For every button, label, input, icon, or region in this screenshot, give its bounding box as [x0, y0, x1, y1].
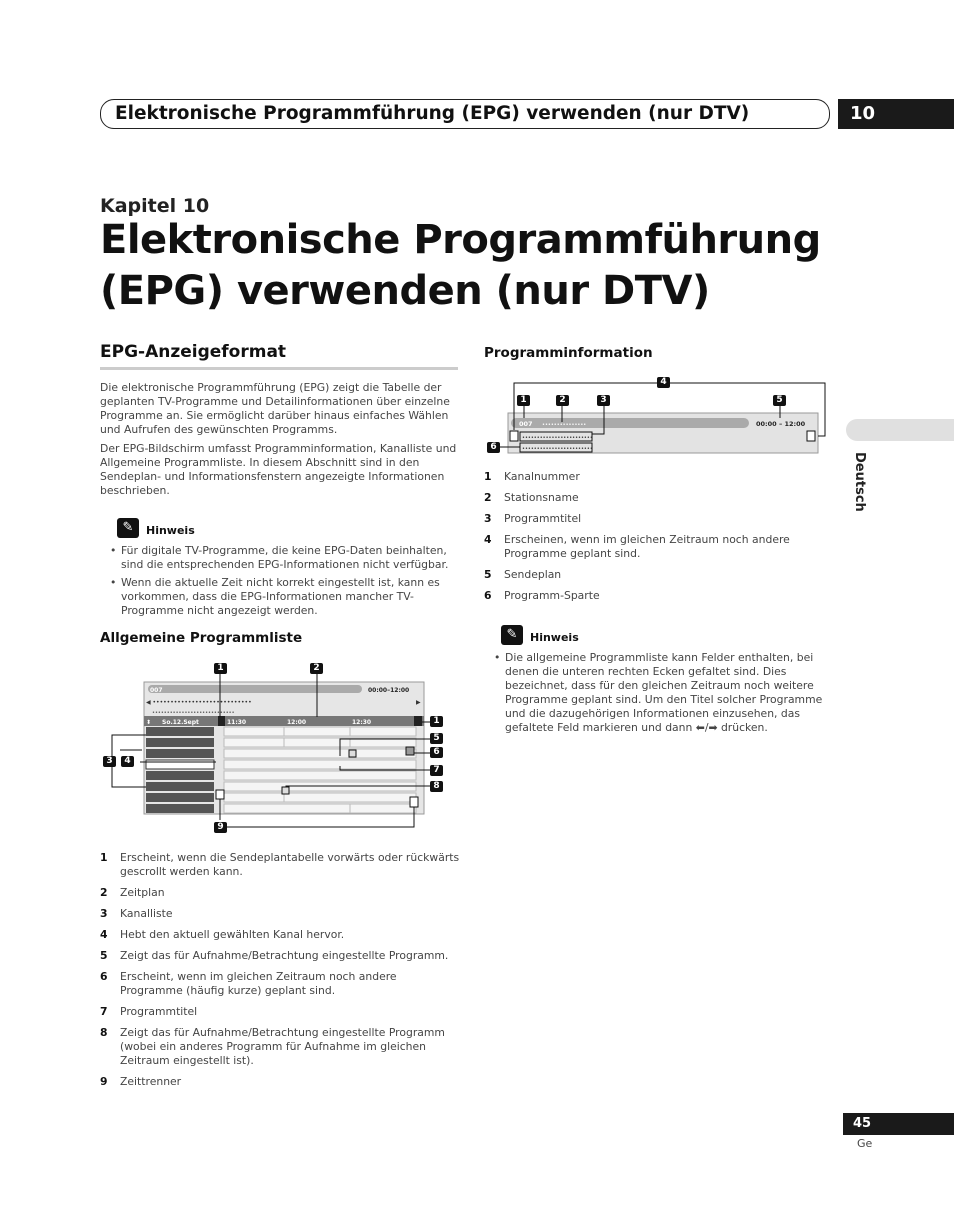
time-separator-marker — [410, 797, 418, 807]
info-station-dots: ••••••••••••••• — [542, 422, 587, 428]
legend-item: 8 Zeigt das für Aufnahme/Betrachtung eingestellte Programm (wobei ein anderes Programm für Aufnahme im gleichen Zeitraum eingestellt ist). — [100, 1026, 445, 1067]
page-lang-code: Ge — [857, 1137, 873, 1150]
info-badge-4: 4 — [657, 377, 670, 388]
info-channel-text: 007 — [519, 420, 533, 428]
record-icon — [282, 787, 289, 794]
note-item: • Wenn die aktuelle Zeit nicht korrekt eingestellt ist, kann es vorkommen, dass die EPG-Informationen mancher TV-Programme nicht angezeigt werden. — [110, 576, 460, 618]
badge-1: 1 — [214, 663, 227, 674]
badge-4: 4 — [121, 756, 134, 767]
info-badge-5: 5 — [773, 395, 786, 406]
scroll-right-marker — [414, 716, 422, 726]
channel-number-text: 007 — [150, 687, 163, 694]
time-slot-3: 12:30 — [352, 719, 372, 726]
section-rule — [100, 367, 458, 370]
info-dots: •••••••••••••••••••••••••••• — [152, 710, 235, 716]
badge-3: 3 — [103, 756, 116, 767]
chapter-title-line2: (EPG) verwenden (nur DTV) — [100, 268, 710, 314]
channel-bar — [148, 685, 362, 693]
legend-item: 4 Hebt den aktuell gewählten Kanal hervor. — [100, 928, 345, 941]
program-list-diagram — [100, 655, 460, 840]
legend-item: 9 Zeittrenner — [100, 1075, 182, 1088]
date-text: So.12.Sept — [162, 719, 199, 726]
badge-7: 7 — [430, 765, 443, 776]
note-item: • Die allgemeine Programmliste kann Felder enthalten, bei denen die unteren rechten Ecken gefaltet sind. Dies bezeichnet, dass für den gleichen Zeitraum noch weitere Programme geplant sind. Um den Titel solcher Programme und die dazugehörigen Informationen einzusehen, das gefaltete Feld markieren und dann ⬅/➡ drücken. — [494, 651, 844, 735]
legend-item: 2 Zeitplan — [100, 886, 165, 899]
scroll-right-arrow-icon: ▶ — [416, 699, 421, 706]
legend-item: 1 Erscheint, wenn die Sendeplantabelle vorwärts oder rückwärts gescrollt werden kann. — [100, 851, 460, 878]
legend-item: 1 Kanalnummer — [484, 470, 580, 483]
badge-5: 5 — [430, 733, 443, 744]
legend-item: 5 Zeigt das für Aufnahme/Betrachtung eingestellte Programm. — [100, 949, 449, 962]
legend-item: 3 Kanalliste — [100, 907, 173, 920]
legend-item: 6 Erscheint, wenn im gleichen Zeitraum noch andere Programme (häufig kurze) geplant sind. — [100, 970, 397, 997]
screen-paragraph: Der EPG-Bildschirm umfasst Programminformation, Kanalliste und Allgemeine Programmliste. In diesem Abschnitt sind in den Sendeplan- und Informationsfenstern angezeigte Informationen beschrieben. — [100, 442, 457, 497]
badge-1-right: 1 — [430, 716, 443, 727]
legend-item: 5 Sendeplan — [484, 568, 562, 581]
intro-paragraph: Die elektronische Programmführung (EPG) zeigt die Tabelle der geplanten TV-Programme und Detailinformationen über einzelne Programme an. Sie ermöglicht darüber hinaus einfaches Wählen und Aufrufen des gewünschten Programms. — [100, 381, 450, 436]
language-tab — [846, 419, 954, 441]
note-label-left: Hinweis — [146, 524, 195, 537]
scroll-left-marker — [218, 716, 225, 726]
badge-9: 9 — [214, 822, 227, 833]
badge-6: 6 — [430, 747, 443, 758]
info-badge-2: 2 — [556, 395, 569, 406]
subheading-program-list: Allgemeine Programmliste — [100, 630, 303, 646]
legend-item: 3 Programmtitel — [484, 512, 582, 525]
note-pencil-icon: ✎ — [117, 518, 139, 538]
chapter-number-tab: 10 — [838, 99, 954, 129]
legend-item: 6 Programm-Sparte — [484, 589, 600, 602]
legend-item: 4 Erscheinen, wenn im gleichen Zeitraum noch andere Programme geplant sind. — [484, 533, 790, 560]
page-number: 45 — [843, 1113, 954, 1135]
time-slot-2: 12:00 — [287, 719, 307, 726]
header-title: Elektronische Programmführung (EPG) verwenden (nur DTV) — [115, 103, 750, 124]
info-next-icon — [807, 431, 815, 441]
chapter-title-line1: Elektronische Programmführung — [100, 217, 821, 263]
info-badge-1: 1 — [517, 395, 530, 406]
section-heading-program-info: Programminformation — [484, 345, 653, 361]
info-genre-dots: •••••••••••••••••••••••• — [522, 446, 593, 452]
info-prev-icon — [510, 431, 518, 441]
folded-corner-icon — [406, 747, 414, 755]
chapter-title — [100, 215, 821, 317]
note-list-left — [110, 544, 460, 622]
legend-list-left — [100, 851, 460, 1096]
badge-2: 2 — [310, 663, 323, 674]
chapter-label: Kapitel 10 — [100, 195, 210, 217]
time-range-text: 00:00–12:00 — [368, 687, 410, 694]
info-title-dots: •••••••••••••••••••••••• — [522, 435, 593, 441]
info-badge-6: 6 — [487, 442, 500, 453]
legend-list-right — [484, 470, 844, 610]
note-item: • Für digitale TV-Programme, die keine EPG-Daten beinhalten, sind die entsprechenden EPG-Informationen nicht verfügbar. — [110, 544, 460, 572]
badge-8: 8 — [430, 781, 443, 792]
sort-icon: ⬍ — [146, 719, 152, 726]
time-separator-marker — [216, 790, 224, 799]
note-pencil-icon: ✎ — [501, 625, 523, 645]
legend-item: 2 Stationsname — [484, 491, 579, 504]
language-label: Deutsch — [852, 452, 867, 512]
info-time-text: 00:00 – 12:00 — [756, 420, 806, 428]
info-badge-3: 3 — [597, 395, 610, 406]
section-heading-epg-format: EPG-Anzeigeformat — [100, 342, 287, 362]
reminder-icon — [349, 750, 356, 757]
time-slot-1: 11:30 — [227, 719, 247, 726]
note-list-right — [494, 651, 844, 739]
note-label-right: Hinweis — [530, 631, 579, 644]
legend-item: 7 Programmtitel — [100, 1005, 198, 1018]
scroll-left-arrow-icon: ◀ •••••••••••••••••••••••••••• — [146, 699, 252, 706]
